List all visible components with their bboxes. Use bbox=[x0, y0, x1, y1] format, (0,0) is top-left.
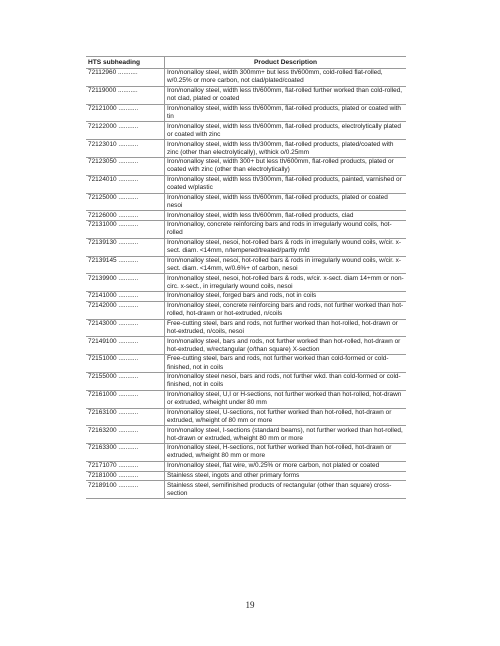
product-description-cell: Iron/nonalloy steel, I-sections (standard beams), not further worked than hot-rolled, hot-drawn or extruded, w/height 80 mm or more bbox=[165, 426, 407, 444]
hts-code-cell: 72151000 ........... bbox=[86, 355, 165, 373]
hts-code-cell: 72163100 ........... bbox=[86, 408, 165, 426]
table-row bbox=[86, 256, 406, 274]
hts-code-cell: 72142000 ........... bbox=[86, 301, 165, 319]
product-description-cell: Iron/nonalloy steel, width less th/600mm, flat-rolled products, plated or coated nesoi bbox=[165, 193, 407, 211]
table-row bbox=[86, 211, 406, 221]
table-row bbox=[86, 104, 406, 122]
table-row bbox=[86, 319, 406, 337]
product-description-cell: Iron/nonalloy steel, width less th/600mm, flat-rolled products, plated or coated with tin bbox=[165, 104, 407, 122]
hts-code-cell: 72123010 ........... bbox=[86, 140, 165, 158]
product-description-cell: Iron/nonalloy steel, nesoi, hot-rolled bars & rods in irregularly wound coils, w/cir. x-sect. diam. <14mm, w/0.6%+ of carbon, nesoi bbox=[165, 256, 407, 274]
hts-code-cell: 72149100 ........... bbox=[86, 337, 165, 355]
product-description-cell: Free-cutting steel, bars and rods, not further worked than hot-rolled, hot-drawn or hot-extruded, n/coils, nesoi bbox=[165, 319, 407, 337]
table-row bbox=[86, 140, 406, 158]
table-row bbox=[86, 372, 406, 390]
table-body bbox=[86, 69, 406, 499]
product-description-cell: Iron/nonalloy, concrete reinforcing bars and rods in irregularly wound coils, hot-rolled bbox=[165, 221, 407, 239]
product-description-cell: Free-cutting steel, bars and rods, not further worked than cold-formed or cold-finished, not in coils bbox=[165, 355, 407, 373]
product-description-cell: Iron/nonalloy steel, flat wire, w/0.25% or more carbon, not plated or coated bbox=[165, 461, 407, 471]
table-row bbox=[86, 292, 406, 302]
product-description-cell: Iron/nonalloy steel, U-sections, not further worked than hot-rolled, hot-drawn or extruded, w/height of 80 mm or more bbox=[165, 408, 407, 426]
table-row bbox=[86, 175, 406, 193]
table-row bbox=[86, 461, 406, 471]
table-row bbox=[86, 158, 406, 176]
hts-code-cell: 72131000 ........... bbox=[86, 221, 165, 239]
hts-code-cell: 72126000 ........... bbox=[86, 211, 165, 221]
page-number: 19 bbox=[245, 600, 255, 610]
hts-code-cell: 72163300 ........... bbox=[86, 444, 165, 462]
table-row bbox=[86, 426, 406, 444]
hts-code-cell: 72189100 ........... bbox=[86, 481, 165, 499]
hts-code-cell: 72163200 ........... bbox=[86, 426, 165, 444]
hts-table bbox=[86, 56, 406, 499]
hts-code-cell: 72121000 ........... bbox=[86, 104, 165, 122]
table-row bbox=[86, 86, 406, 104]
product-description-cell: Iron/nonalloy steel, concrete reinforcing bars and rods, not further worked than hot-rolled, hot-drawn or hot-extruded, n/coils bbox=[165, 301, 407, 319]
header-row bbox=[86, 57, 406, 69]
table-row bbox=[86, 122, 406, 140]
table-row bbox=[86, 471, 406, 481]
hts-code-cell: 72141000 ........... bbox=[86, 292, 165, 302]
table-row bbox=[86, 481, 406, 499]
product-description-cell: Iron/nonalloy steel, nesoi, hot-rolled bars & rods in irregularly wound coils, w/cir. x-sect. diam. <14mm, n/tempered/treated/partly mfd bbox=[165, 238, 407, 256]
hts-code-cell: 72161000 ........... bbox=[86, 390, 165, 408]
hts-code-cell: 72123050 ........... bbox=[86, 158, 165, 176]
product-description-cell: Iron/nonalloy steel, width 300mm+ but less th/600mm, cold-rolled flat-rolled, w/0.25% or more carbon, not clad/plated/coated bbox=[165, 69, 407, 87]
table-row bbox=[86, 221, 406, 239]
table-row bbox=[86, 444, 406, 462]
product-description-cell: Iron/nonalloy steel, width less th/600mm, flat-rolled further worked than cold-rolled, not clad, plated or coated bbox=[165, 86, 407, 104]
product-description-cell: Iron/nonalloy steel, width less th/600mm, flat-rolled products, clad bbox=[165, 211, 407, 221]
table-row bbox=[86, 301, 406, 319]
hts-code-cell: 72139900 ........... bbox=[86, 274, 165, 292]
product-description-cell: Iron/nonalloy steel nesoi, bars and rods, not further wkd. than cold-formed or cold-finished, not in coils bbox=[165, 372, 407, 390]
product-description-cell: Iron/nonalloy steel, width less th/600mm, flat-rolled products, electrolytically plated or coated with zinc bbox=[165, 122, 407, 140]
column-header-product-description: Product Description bbox=[165, 57, 407, 69]
product-description-cell: Stainless steel, ingots and other primary forms bbox=[165, 471, 407, 481]
product-description-cell: Iron/nonalloy steel, U,I or H-sections, not further worked than hot-rolled, hot-drawn or extruded, w/height under 80 mm bbox=[165, 390, 407, 408]
product-description-cell: Iron/nonalloy steel, width less th/300mm, flat-rolled products, plated/coated with zinc (other than electrolytically), w/thick o/0.25mm bbox=[165, 140, 407, 158]
product-description-cell: Iron/nonalloy steel, width less th/300mm, flat-rolled products, painted, varnished or coated w/plastic bbox=[165, 175, 407, 193]
table-row bbox=[86, 390, 406, 408]
hts-code-cell: 72181000 ........... bbox=[86, 471, 165, 481]
hts-code-cell: 72139130 ........... bbox=[86, 238, 165, 256]
product-description-cell: Iron/nonalloy steel, nesoi, hot-rolled bars & rods, w/cir. x-sect. diam 14+mm or non-circ. x-sect., in irregularly wound coils, nesoi bbox=[165, 274, 407, 292]
table-row bbox=[86, 69, 406, 87]
hts-code-cell: 72122000 ........... bbox=[86, 122, 165, 140]
table-row bbox=[86, 355, 406, 373]
product-description-cell: Iron/nonalloy steel, forged bars and rods, not in coils bbox=[165, 292, 407, 302]
hts-code-cell: 72155000 ........... bbox=[86, 372, 165, 390]
hts-code-cell: 72143000 ........... bbox=[86, 319, 165, 337]
table-row bbox=[86, 193, 406, 211]
hts-code-cell: 72139145 ........... bbox=[86, 256, 165, 274]
product-description-cell: Iron/nonalloy steel, bars and rods, not further worked than hot-rolled, hot-drawn or hot-extruded, w/rectangular (o/than square) X-section bbox=[165, 337, 407, 355]
hts-code-cell: 72125000 ........... bbox=[86, 193, 165, 211]
table-row bbox=[86, 337, 406, 355]
table-row bbox=[86, 238, 406, 256]
table-row bbox=[86, 274, 406, 292]
product-description-cell: Iron/nonalloy steel, width 300+ but less th/600mm, flat-rolled products, plated or coated with zinc (other than electrolytically) bbox=[165, 158, 407, 176]
product-description-cell: Iron/nonalloy steel, H-sections, not further worked than hot-rolled, hot-drawn or extruded, w/height 80 mm or more bbox=[165, 444, 407, 462]
table-header bbox=[86, 57, 406, 69]
table-row bbox=[86, 408, 406, 426]
hts-code-cell: 72112960 ........... bbox=[86, 69, 165, 87]
product-description-cell: Stainless steel, semifinished products of rectangular (other than square) cross-section bbox=[165, 481, 407, 499]
hts-code-cell: 72171070 ........... bbox=[86, 461, 165, 471]
hts-code-cell: 72119000 ........... bbox=[86, 86, 165, 104]
column-header-hts-subheading: HTS subheading bbox=[86, 57, 165, 69]
hts-code-cell: 72124010 ........... bbox=[86, 175, 165, 193]
